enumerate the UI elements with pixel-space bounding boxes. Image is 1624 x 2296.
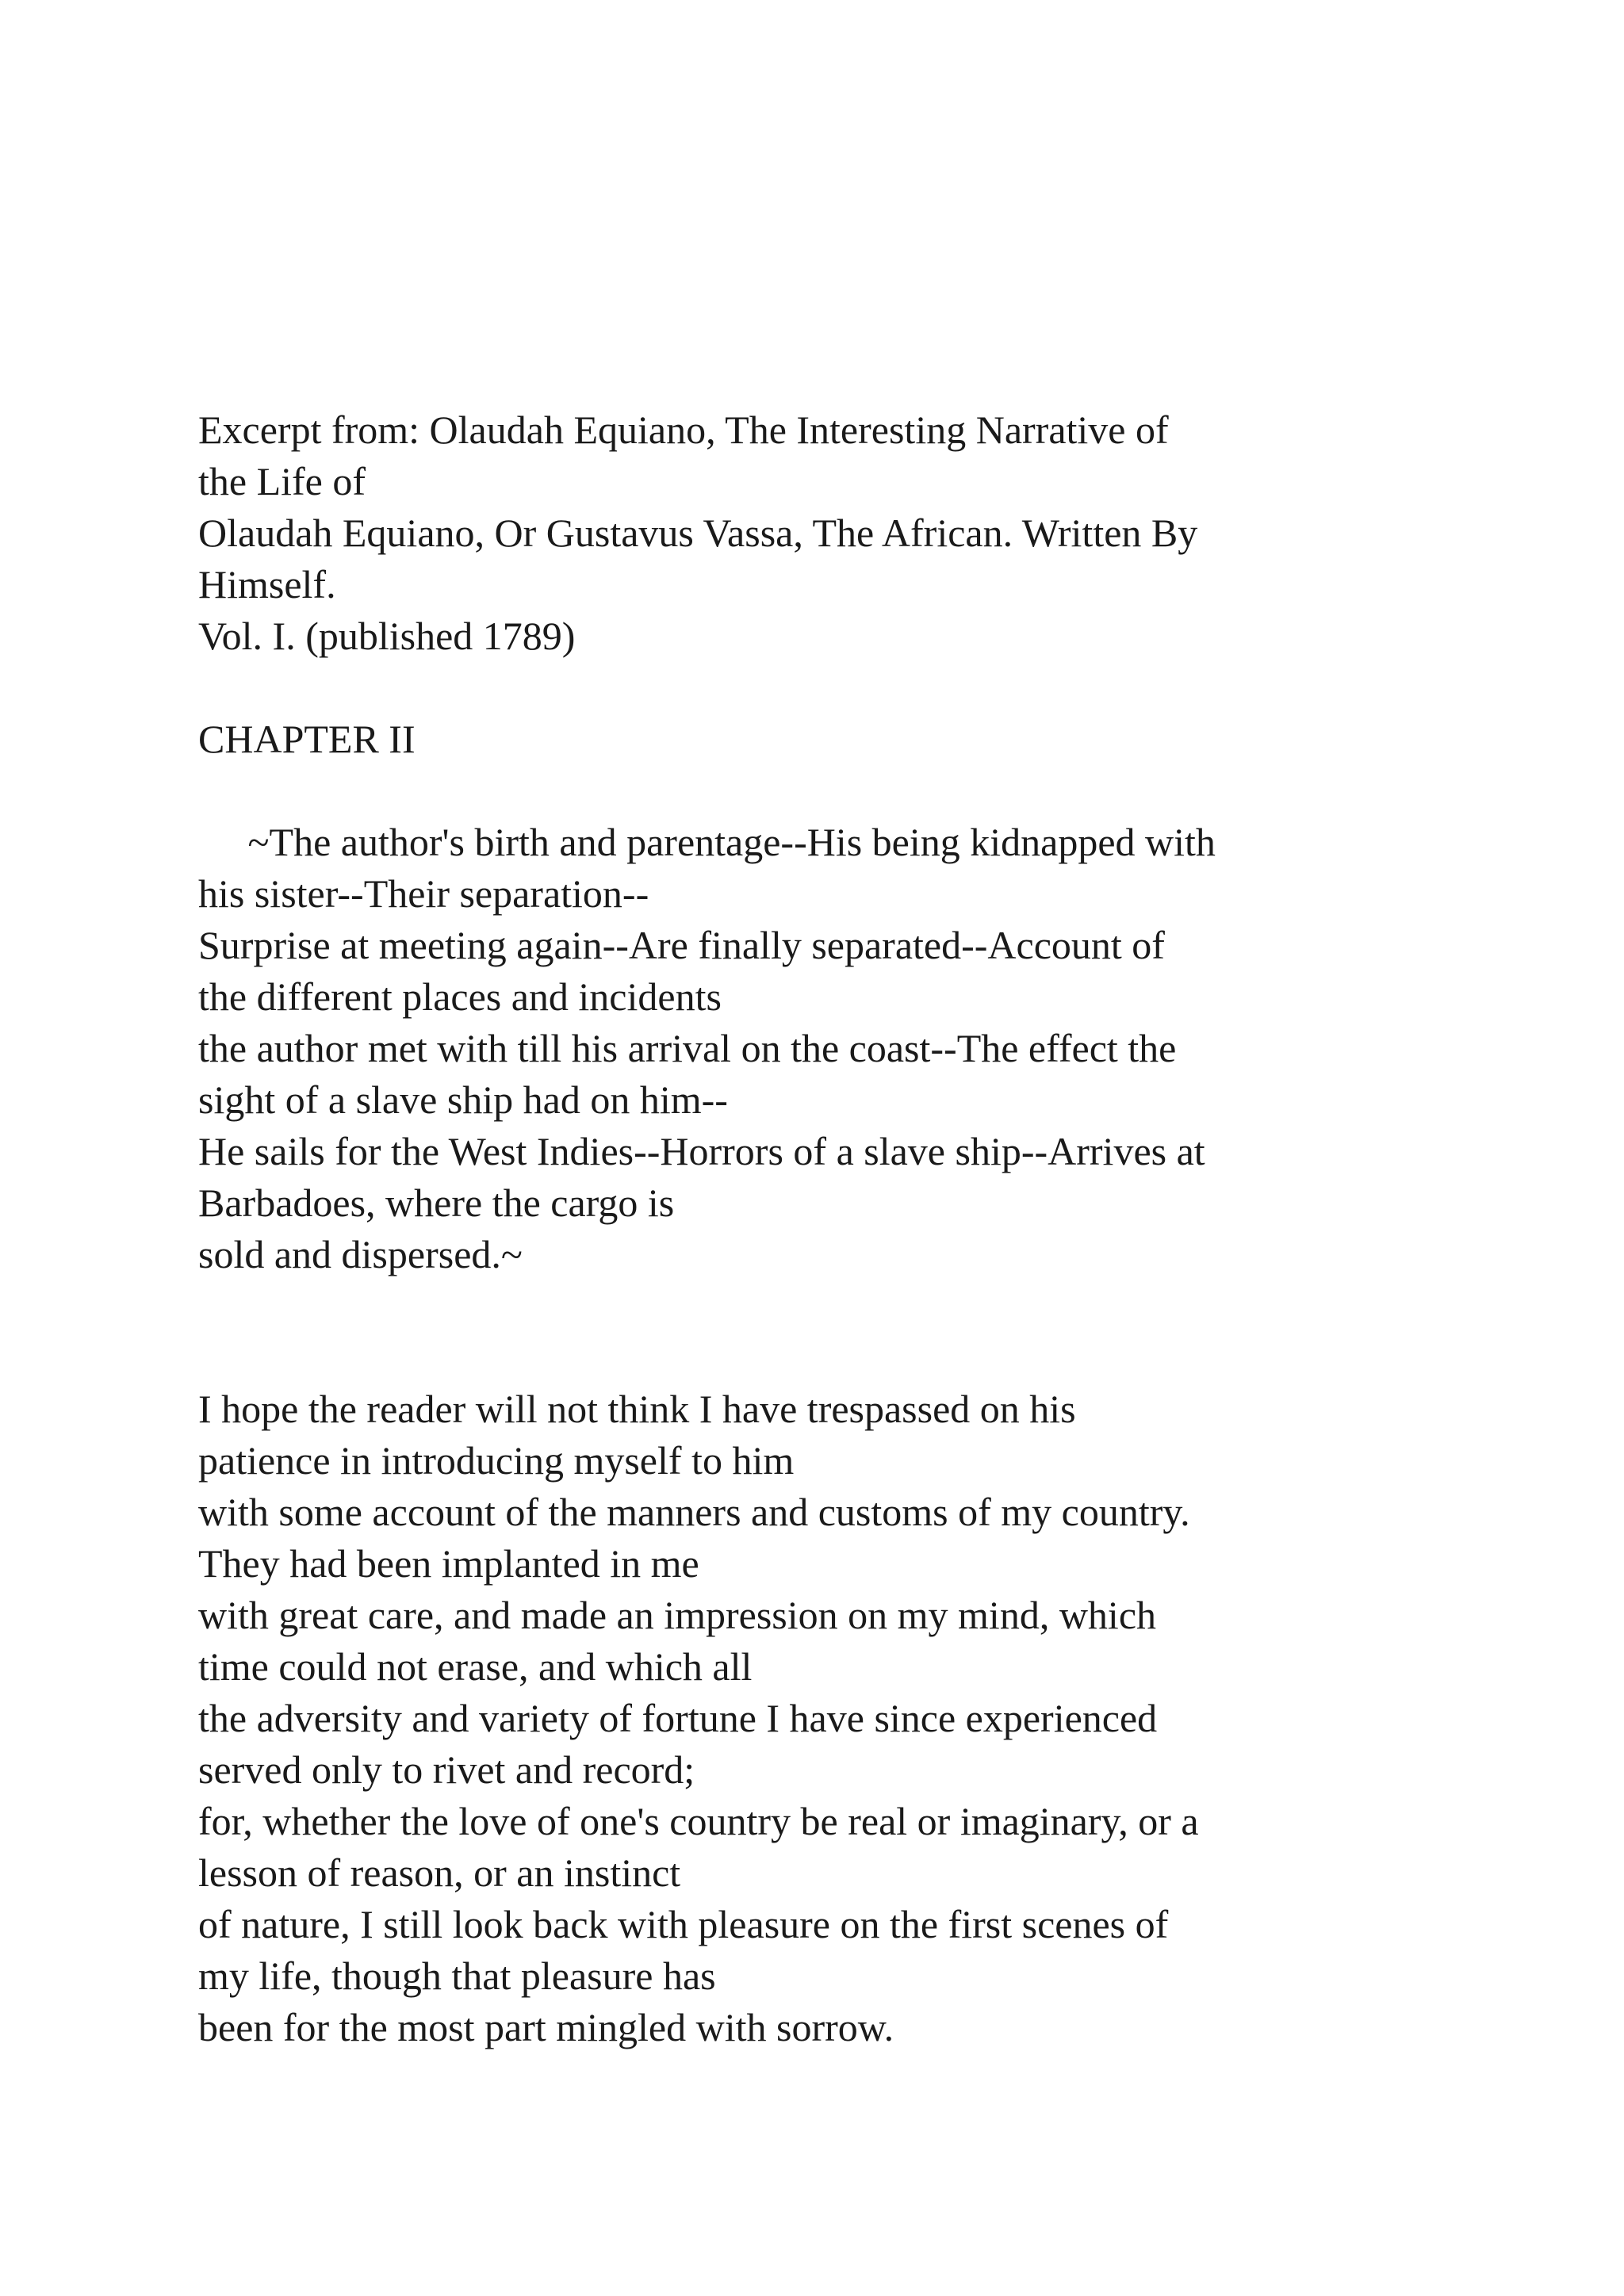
body-paragraph-line: patience in introducing myself to him: [198, 1438, 795, 1483]
body-paragraph-line: my life, though that pleasure has: [198, 1954, 716, 1998]
body-paragraph-line: lesson of reason, or an instinct: [198, 1850, 681, 1895]
spacer: [198, 662, 1546, 714]
body-paragraph-line: for, whether the love of one's country be real or imaginary, or a: [198, 1799, 1199, 1843]
chapter-summary-line: sight of a slave ship had on him--: [198, 1077, 728, 1122]
excerpt-header-line: the Life of: [198, 459, 366, 503]
excerpt-header-line: Olaudah Equiano, Or Gustavus Vassa, The African. Written By: [198, 511, 1198, 555]
chapter-heading: CHAPTER II: [198, 717, 416, 761]
body-paragraph: [198, 1383, 1546, 2053]
excerpt-header-line: Vol. I. (published 1789): [198, 614, 576, 658]
excerpt-header: [198, 404, 1546, 662]
chapter-summary-line: his sister--Their separation--: [198, 871, 649, 916]
chapter-summary-line: He sails for the West Indies--Horrors of a slave ship--Arrives at: [198, 1129, 1205, 1173]
body-paragraph-line: of nature, I still look back with pleasure on the first scenes of: [198, 1902, 1169, 1946]
body-paragraph-line: served only to rivet and record;: [198, 1747, 695, 1792]
spacer: [198, 1280, 1546, 1383]
chapter-summary: [198, 817, 1546, 1280]
chapter-summary-line: the author met with till his arrival on the coast--The effect the: [198, 1026, 1177, 1070]
body-paragraph-line: They had been implanted in me: [198, 1541, 699, 1586]
chapter-summary-line: Surprise at meeting again--Are finally separated--Account of: [198, 923, 1165, 967]
body-paragraph-line: with great care, and made an impression on my mind, which: [198, 1593, 1157, 1637]
body-paragraph-line: been for the most part mingled with sorrow.: [198, 2005, 894, 2049]
excerpt-header-line: Excerpt from: Olaudah Equiano, The Interesting Narrative of: [198, 408, 1169, 452]
chapter-summary-line: sold and dispersed.~: [198, 1232, 523, 1276]
chapter-summary-line: Barbadoes, where the cargo is: [198, 1181, 675, 1225]
body-paragraph-line: I hope the reader will not think I have trespassed on his: [198, 1387, 1076, 1431]
chapter-summary-line: ~The author's birth and parentage--His being kidnapped with: [198, 820, 1216, 864]
chapter-summary-line: the different places and incidents: [198, 974, 722, 1019]
spacer: [198, 765, 1546, 817]
body-paragraph-line: time could not erase, and which all: [198, 1644, 753, 1689]
body-paragraph-line: the adversity and variety of fortune I have since experienced: [198, 1696, 1158, 1740]
document-page: [198, 404, 1546, 2053]
body-paragraph-line: with some account of the manners and customs of my country.: [198, 1490, 1190, 1534]
excerpt-header-line: Himself.: [198, 562, 336, 607]
